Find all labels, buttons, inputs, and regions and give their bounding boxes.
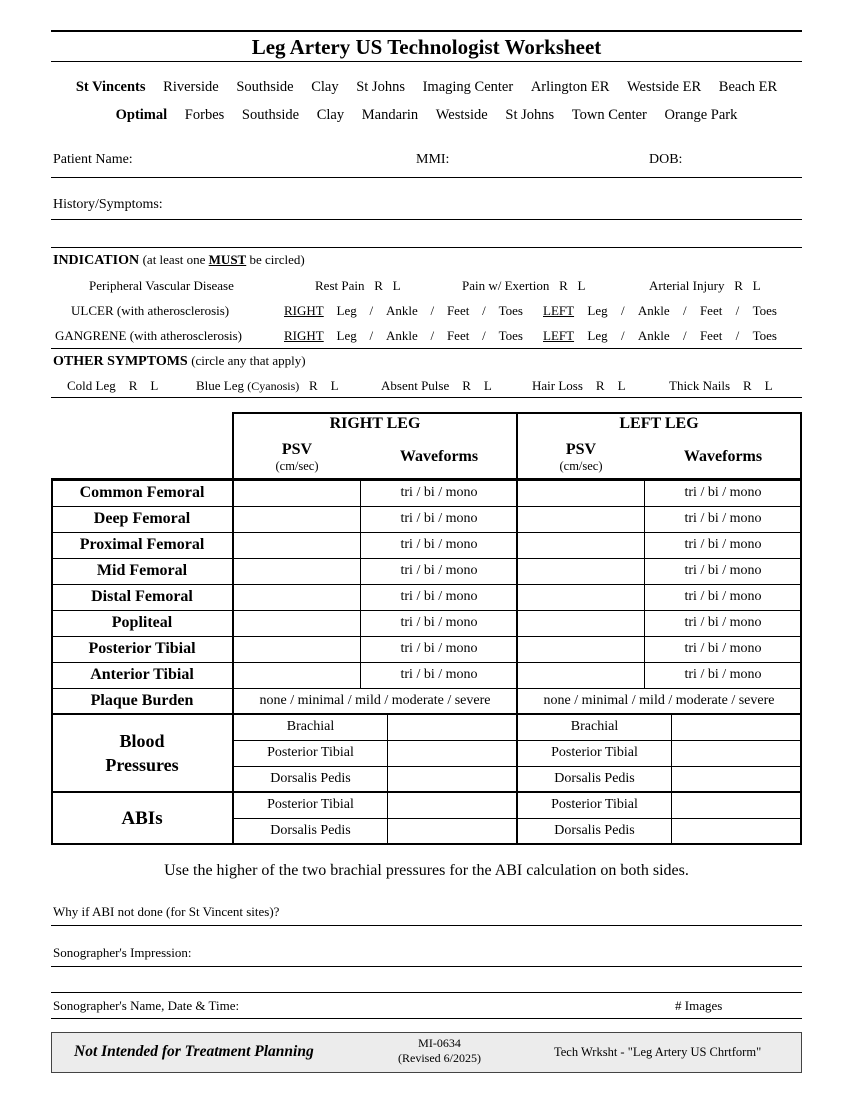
patient-field-line[interactable] [51,177,802,178]
blue-leg-text: Blue Leg [196,378,245,393]
symptom-blue-leg[interactable] [196,378,339,394]
left-psv-header [517,436,645,478]
divider-text: / [430,328,435,343]
artery-label: Anterior Tibial [90,666,194,683]
left-abi-dorsalis-pedis-label: Dorsalis Pedis [554,823,635,838]
artery-label: Deep Femoral [93,510,191,527]
form-id: MI-0634 [418,1036,461,1050]
sonographer-field-line[interactable] [51,1018,802,1019]
optimal-label: Optimal [115,107,168,123]
right-psv-input[interactable] [233,480,361,506]
table-grid-line [800,412,802,845]
site-option[interactable]: Beach ER [718,79,778,95]
divider-text: / [620,328,625,343]
left-psv-input[interactable] [517,662,645,688]
site-option[interactable]: Orange Park [664,107,738,123]
left-bp-posterior-tibial-label: Posterior Tibial [551,745,638,760]
patient-name-label: Patient Name: [53,152,133,167]
symptom-cold-leg[interactable]: Cold Leg R L [67,378,159,393]
history-label: History/Symptoms: [53,197,163,212]
right-bp-pt-value[interactable] [388,740,517,766]
abis-label: ABIs [121,807,163,829]
right-bp-dp-value[interactable] [388,766,517,792]
ulcer-option[interactable]: Ankle [385,303,418,318]
ulcer-right-options[interactable] [284,303,523,319]
ulcer-left-options[interactable] [543,303,777,319]
footer-bar [51,1032,802,1073]
site-option[interactable]: St Johns [356,79,405,95]
table-grid-line [51,688,802,689]
symptom-thick-nails[interactable]: Thick Nails R L [669,378,773,393]
indication-pain-exertion[interactable]: Pain w/ Exertion R L [462,278,586,293]
right-psv-input[interactable] [233,636,361,662]
left-abi-posterior-tibial-label: Posterior Tibial [551,797,638,812]
blood-pressures-line2: Pressures [105,755,179,775]
right-psv-input[interactable] [233,584,361,610]
artery-label: Distal Femoral [91,588,193,605]
symptom-absent-pulse[interactable]: Absent Pulse R L [381,378,492,393]
indication-note-post: be circled) [246,252,305,267]
left-waveform-options[interactable]: tri / bi / mono [684,641,762,656]
site-option[interactable]: Mandarin [361,107,419,123]
must-text: MUST [208,252,247,267]
gangrene-option[interactable]: Leg [587,328,608,343]
right-abi-pt-value[interactable] [388,792,517,818]
gangrene-left-options[interactable] [543,328,777,344]
impression-field-line[interactable] [51,966,802,967]
gangrene-option[interactable]: Toes [498,328,523,343]
site-option[interactable]: Forbes [184,107,225,123]
right-bp-dorsalis-pedis-label: Dorsalis Pedis [270,771,351,786]
right-psv-input[interactable] [233,610,361,636]
st-vincents-locations [51,79,802,96]
left-psv-input[interactable] [517,558,645,584]
right-bp-brachial-label: Brachial [286,719,335,734]
indication-arterial-injury[interactable]: Arterial Injury R L [649,278,761,293]
blue-leg-rl: R L [309,378,339,393]
left-psv-input[interactable] [517,532,645,558]
table-grid-line [516,412,518,845]
site-option[interactable]: Town Center [571,107,647,123]
indication-pvd[interactable]: Peripheral Vascular Disease [89,278,234,293]
divider-text: / [369,328,374,343]
artery-label: Posterior Tibial [88,640,196,657]
section-rule [51,992,802,993]
ulcer-option[interactable]: Leg [587,303,608,318]
other-symptoms-heading [53,353,306,370]
ulcer-option[interactable]: Ankle [637,303,670,318]
page-title: Leg Artery US Technologist Worksheet [251,35,602,59]
optimal-locations [51,107,802,124]
left-bp-brachial-label: Brachial [570,719,619,734]
right-bp-posterior-tibial-label: Posterior Tibial [267,745,354,760]
ulcer-label: ULCER (with atherosclerosis) [71,303,230,318]
divider-text: / [482,328,486,343]
right-waveform-options[interactable]: tri / bi / mono [400,511,478,526]
left-leg-header: LEFT LEG [619,415,699,432]
right-abi-posterior-tibial-label: Posterior Tibial [267,797,354,812]
right-waveform-options[interactable]: tri / bi / mono [400,589,478,604]
table-grid-line [51,843,802,845]
divider-text: / [735,303,740,318]
indication-title: INDICATION [53,253,140,268]
symptom-hair-loss[interactable]: Hair Loss R L [532,378,626,393]
left-waveform-options[interactable]: tri / bi / mono [684,511,762,526]
indication-note [143,252,305,267]
site-option[interactable]: Clay [316,107,345,123]
divider-text: / [620,303,625,318]
table-grid-line [644,480,645,688]
table-grid-line [671,714,672,845]
left-waveform-options[interactable]: tri / bi / mono [684,563,762,578]
ulcer-option[interactable]: Toes [752,303,777,318]
mmi-label: MMI: [416,152,450,167]
sonographer-label: Sonographer's Name, Date & Time: [53,998,240,1013]
left-abi-dp-value[interactable] [672,818,801,844]
left-waveform-options[interactable]: tri / bi / mono [684,667,762,682]
site-option[interactable]: Southside [236,79,294,95]
form-revision: (Revised 6/2025) [398,1051,481,1065]
left-psv-input[interactable] [517,584,645,610]
top-rule [51,30,802,32]
left-waveform-options[interactable]: tri / bi / mono [684,537,762,552]
table-grid-line [51,478,802,481]
gangrene-option[interactable]: Feet [446,328,470,343]
right-waveforms-header: Waveforms [399,448,479,465]
right-abi-dp-value[interactable] [388,818,517,844]
dob-label: DOB: [649,152,683,167]
divider-text: / [735,328,740,343]
psv-label: PSV [281,440,313,458]
title-rule [51,61,802,62]
ulcer-left-label: LEFT [543,303,575,318]
why-abi-field-line[interactable] [51,925,802,926]
indication-rest-pain[interactable]: Rest Pain R L [315,278,401,293]
gangrene-right-label: RIGHT [284,328,324,343]
impression-label: Sonographer's Impression: [53,945,192,960]
divider-text: / [683,328,687,343]
left-bp-dorsalis-pedis-label: Dorsalis Pedis [554,771,635,786]
psv-label: PSV [565,440,597,458]
form-name: Tech Wrksht - "Leg Artery US Chrtform" [554,1045,762,1059]
left-waveform-options[interactable]: tri / bi / mono [684,485,762,500]
right-psv-input[interactable] [233,506,361,532]
right-plaque-options[interactable]: none / minimal / mild / moderate / severe [259,693,491,708]
table-grid-line [233,740,802,741]
left-waveform-options[interactable]: tri / bi / mono [684,589,762,604]
site-option[interactable]: Riverside [163,79,219,95]
right-leg-header: RIGHT LEG [329,415,421,432]
images-label: # Images [675,998,723,1013]
section-rule [51,247,802,248]
plaque-burden-label: Plaque Burden [90,692,194,709]
right-brachial-value[interactable] [388,714,517,740]
left-waveforms-header: Waveforms [683,448,763,465]
table-grid-line [51,662,802,663]
gangrene-option[interactable]: Leg [336,328,357,343]
left-bp-dp-value[interactable] [672,766,801,792]
table-grid-line [51,558,802,559]
right-waveform-options[interactable]: tri / bi / mono [400,615,478,630]
divider-text: / [683,303,687,318]
blood-pressures-label [51,714,233,792]
left-psv-input[interactable] [517,636,645,662]
right-psv-input[interactable] [233,532,361,558]
psv-unit: (cm/sec) [559,458,603,473]
right-psv-input[interactable] [233,558,361,584]
left-psv-input[interactable] [517,506,645,532]
left-brachial-value[interactable] [672,714,801,740]
abi-instruction: Use the higher of the two brachial pressures for the ABI calculation on both sides. [164,862,689,879]
artery-label: Popliteal [111,614,173,631]
gangrene-right-options[interactable] [284,328,523,344]
divider-text: / [369,303,374,318]
indication-note-pre: (at least one [142,252,209,267]
divider-text: / [482,303,486,318]
left-waveform-options[interactable]: tri / bi / mono [684,615,762,630]
site-option[interactable]: Southside [241,107,300,123]
table-grid-line [232,412,234,845]
gangrene-option[interactable]: Feet [699,328,723,343]
artery-label: Proximal Femoral [79,536,205,553]
gangrene-left-label: LEFT [543,328,575,343]
form-id-block [387,1036,492,1066]
left-bp-pt-value[interactable] [672,740,801,766]
site-option[interactable]: St Johns [505,107,555,123]
right-waveform-options[interactable]: tri / bi / mono [400,667,478,682]
gangrene-option[interactable]: Toes [752,328,777,343]
measurement-table [51,412,802,845]
table-grid-line [233,766,802,767]
site-option[interactable]: Westside ER [627,79,702,95]
site-option[interactable]: Clay [311,79,339,95]
left-psv-input[interactable] [517,610,645,636]
artery-label: Mid Femoral [96,562,188,579]
left-plaque-options[interactable]: none / minimal / mild / moderate / severe [543,693,775,708]
blood-pressures-line1: Blood [119,731,165,751]
table-grid-line [51,532,802,533]
ulcer-option[interactable]: Leg [336,303,357,318]
other-symptoms-note: (circle any that apply) [191,353,306,368]
ulcer-option[interactable]: Feet [446,303,470,318]
ulcer-option[interactable]: Feet [699,303,723,318]
table-grid-line [51,636,802,637]
other-symptoms-title: OTHER SYMPTOMS [53,354,188,369]
site-option[interactable]: Imaging Center [422,79,514,95]
right-abi-dorsalis-pedis-label: Dorsalis Pedis [270,823,351,838]
gangrene-label: GANGRENE (with atherosclerosis) [55,328,243,343]
disclaimer-text: Not Intended for Treatment Planning [74,1043,314,1060]
why-abi-label: Why if ABI not done (for St Vincent sites)? [53,904,280,919]
table-grid-line [360,480,361,688]
ulcer-option[interactable]: Toes [498,303,523,318]
st-vincents-label: St Vincents [75,79,146,95]
ulcer-right-label: RIGHT [284,303,324,318]
table-grid-line [387,714,388,845]
table-grid-line [51,610,802,611]
gangrene-option[interactable]: Ankle [385,328,418,343]
table-grid-line [51,713,802,715]
right-psv-header [233,436,361,478]
right-waveform-options[interactable]: tri / bi / mono [400,485,478,500]
left-psv-input[interactable] [517,480,645,506]
table-grid-line [51,506,802,507]
table-grid-line [51,791,802,793]
history-field-line[interactable] [51,219,802,220]
blue-leg-note: (Cyanosis) [247,379,300,393]
right-waveform-options[interactable]: tri / bi / mono [400,563,478,578]
psv-unit: (cm/sec) [275,458,319,473]
table-grid-line [51,584,802,585]
section-rule [51,348,802,349]
site-option[interactable]: Arlington ER [530,79,610,95]
site-option[interactable]: Westside [435,107,488,123]
artery-label: Common Femoral [79,484,205,501]
left-abi-pt-value[interactable] [672,792,801,818]
right-psv-input[interactable] [233,662,361,688]
section-rule [51,397,802,398]
table-grid-line [233,818,802,819]
gangrene-option[interactable]: Ankle [637,328,670,343]
indication-heading [53,252,305,269]
right-waveform-options[interactable]: tri / bi / mono [400,537,478,552]
divider-text: / [430,303,435,318]
right-waveform-options[interactable]: tri / bi / mono [400,641,478,656]
